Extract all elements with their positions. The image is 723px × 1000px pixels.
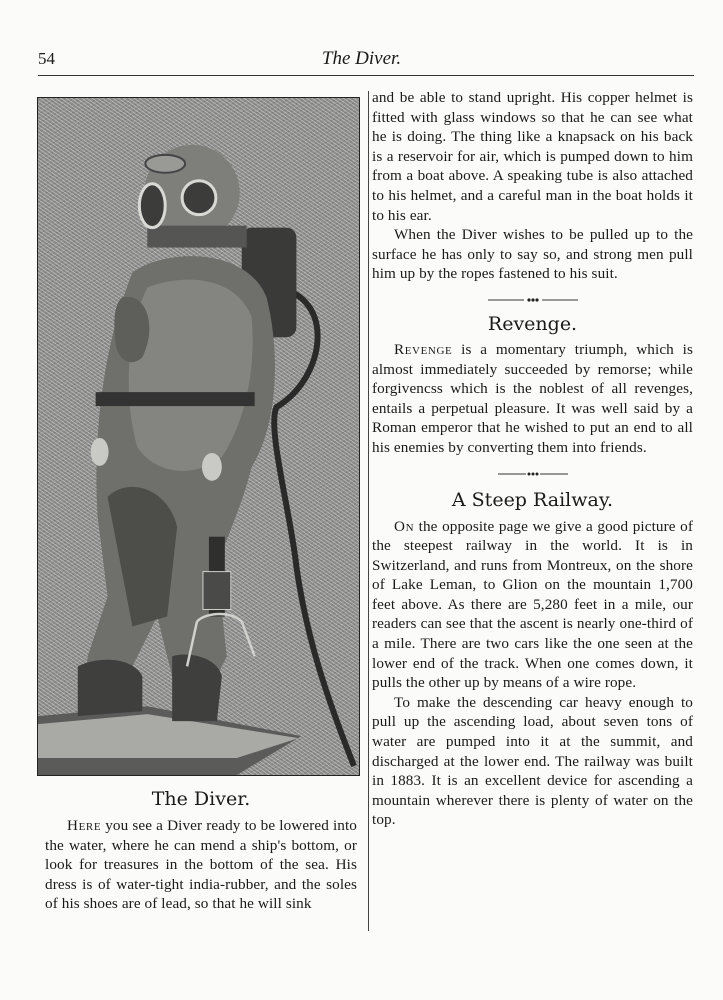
diver-article-title: The Diver. [151,788,251,810]
column-divider [368,91,369,931]
lead-boots [78,660,143,716]
diver-paragraph-1-text: you see a Diver ready to be lowered into the water, where he can mend a ship's bottom, or look for treasures in the bottom of the sea. His dress is of water-tight india-rubber, and the soles of his shoes are of lead, so that he will sink [45,817,357,913]
revenge-article-paragraph [372,340,693,458]
belt [96,392,255,406]
air-hose [274,287,354,766]
header-rule [38,75,694,76]
revenge-article-title: Revenge. [487,312,578,335]
helmet-window-front [182,181,216,215]
railway-lead-word: On [394,517,415,535]
helmet-window-side [139,184,165,228]
diver-article-paragraph-1-continued: and be able to stand upright. His copper helmet is fitted with glass windows so that he can see what he is doing. The thing like a knapsack on his back is a reservoir for air, which is pumped down to him from a boat above. A speaking tube is also attached to his helmet, and a careful man in the boat holds it to his ear. [372,89,693,224]
diver-lead-word: Here [67,817,102,834]
railway-article-paragraph-1 [372,517,693,693]
page-number: 54 [38,49,55,68]
railway-article-title: A Steep Railway. [451,488,614,511]
revenge-paragraph-text: is a momentary triumph, which is almost immediately succeeded by remorse; while forgivencss which is the noblest of all revenges, entails a perpetual pleasure. It was well said by a Roman emperor that he wished to put an end to all his enemies by converting them into friends. [372,340,693,456]
diver-article-paragraph-1 [45,816,357,914]
section-ornament [498,467,568,481]
revenge-lead-word: Revenge [394,340,453,358]
diver-illustration [37,97,360,776]
section-ornament [488,293,578,307]
right-hand [202,453,222,481]
railway-paragraph-1-text: the opposite page we give a good picture of the steepest railway in the world. It is in Switzerland, and runs from Montreux, on the shore of Lake Leman, to Glion on the mountain 1,700 feet above. As there are 5,280 feet in a mile, our readers can see that the ascent is nearly one-third of a mile. There are two cars like the one seen at the lower end of the track. When one comes down, it pulls the other up by means of a wire rope. [372,517,693,692]
diver-article-paragraph-2: When the Diver wishes to be pulled up to the surface he has only to say so, and strong men pull him up by the ropes fastened to his suit. [372,226,693,283]
diver-engraving-image [38,98,359,775]
railway-article-paragraph-2: To make the descending car heavy enough to pull up the ascending load, about seven tons of water are pumped into it at the summit, and discharged at the lower end. The railway was built in 1883. It is an excellent device for ascending a mountain wherever there is plenty of water on the top. [372,693,693,829]
running-title: The Diver. [321,48,402,69]
left-hand [91,438,109,466]
